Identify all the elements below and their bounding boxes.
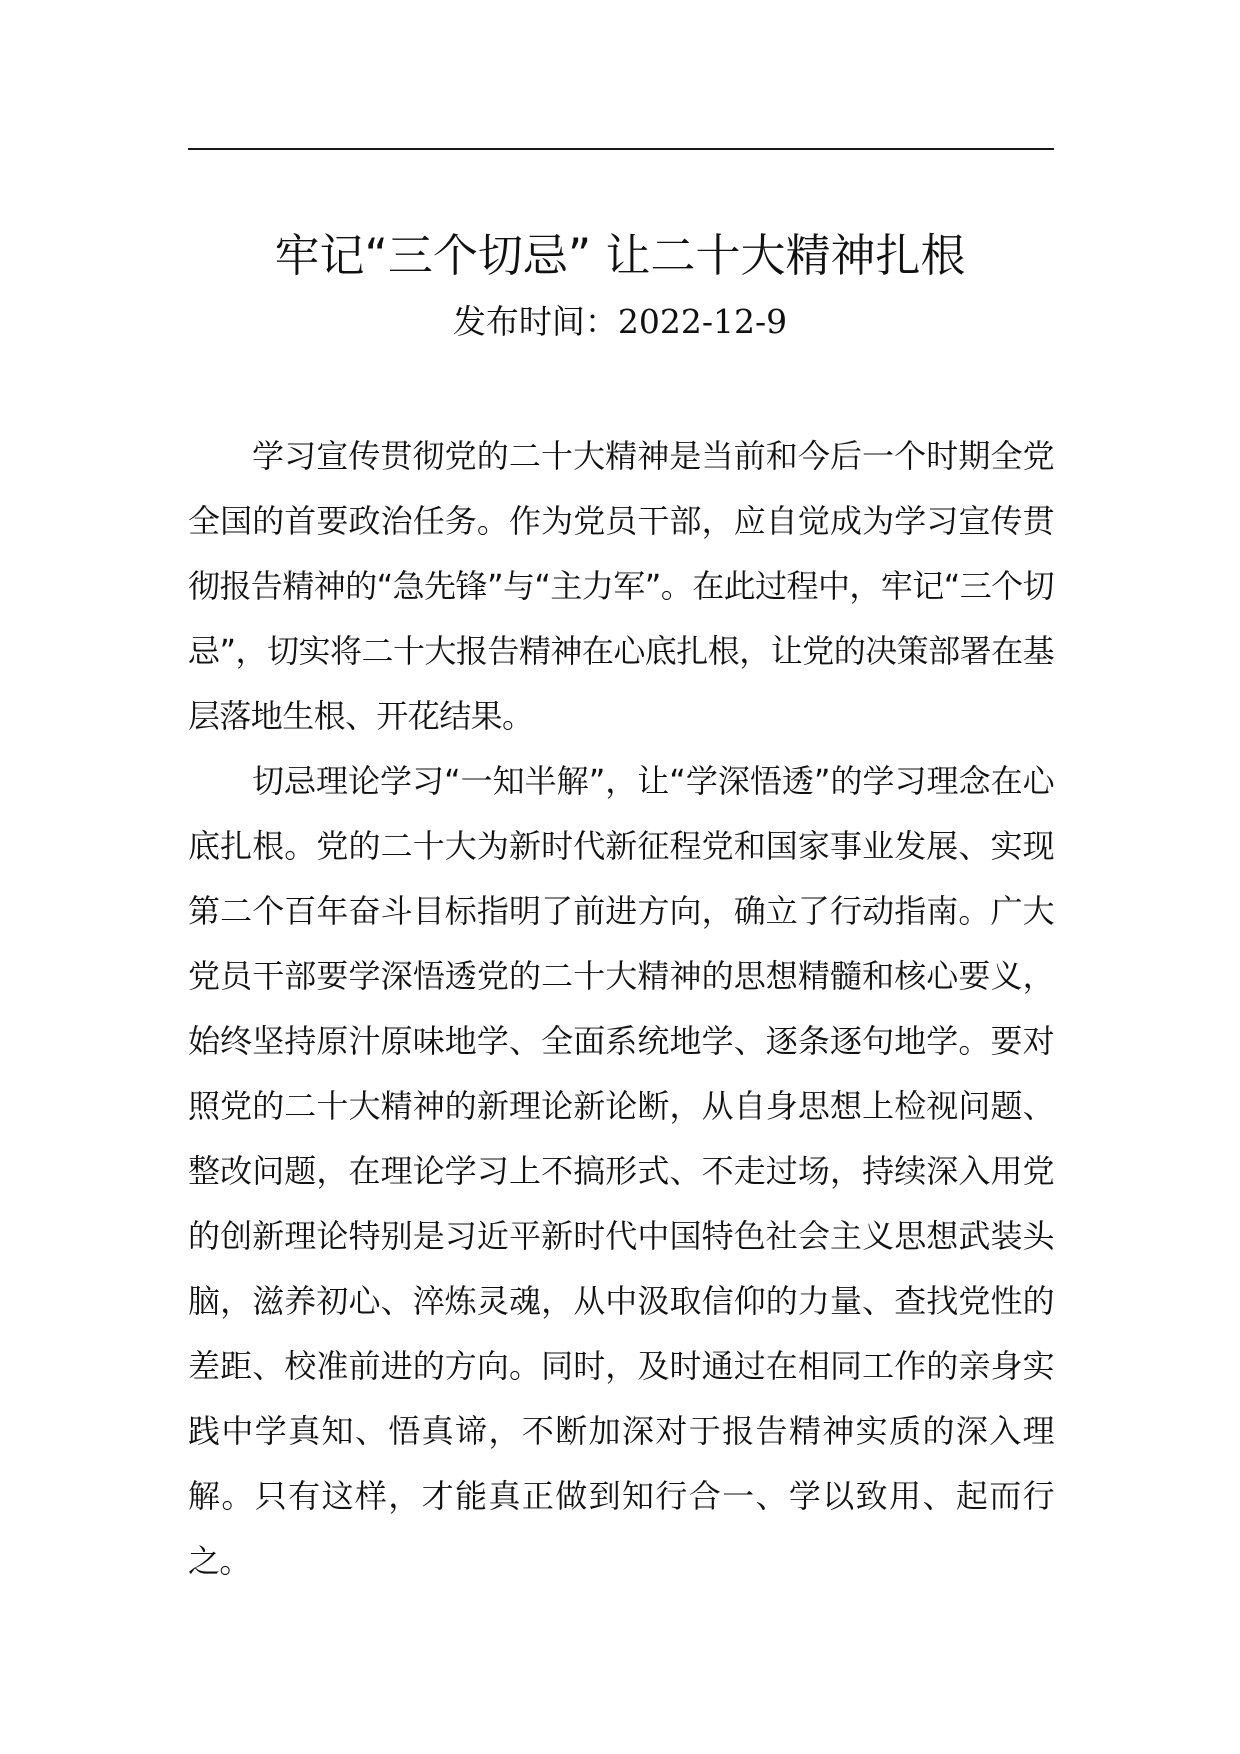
article-body: [188, 424, 1054, 1594]
article-title: 牢记“三个切忌” 让二十大精神扎根: [274, 229, 966, 282]
publish-info: [150, 300, 1090, 344]
header-rule: [188, 148, 1054, 150]
publish-label: 发布时间：: [452, 302, 618, 341]
paragraph: 切忌理论学习“一知半解”，让“学深悟透”的学习理念在心底扎根。党的二十大为新时代新征程党和国家事业发展、实现第二个百年奋斗目标指明了前进方向，确立了行动指南。广大党员干部要学深悟透党的二十大精神的思想精髓和核心要义，始终坚持原汁原味地学、全面系统地学、逐条逐句地学。要对照党的二十大精神的新理论新论断，从自身思想上检视问题、整改问题，在理论学习上不搞形式、不走过场，持续深入用党的创新理论特别是习近平新时代中国特色社会主义思想武装头脑，滋养初心、淬炼灵魂，从中汲取信仰的力量、查找党性的差距、校准前进的方向。同时，及时通过在相同工作的亲身实践中学真知、悟真谛，不断加深对于报告精神实质的深入理解。只有这样，才能真正做到知行合一、学以致用、起而行之。: [188, 762, 1054, 1580]
paragraph: 学习宣传贯彻党的二十大精神是当前和今后一个时期全党全国的首要政治任务。作为党员干部，应自觉成为学习宣传贯彻报告精神的“急先锋”与“主力军”。在此过程中，牢记“三个切忌”，切实将二十大报告精神在心底扎根，让党的决策部署在基层落地生根、开花结果。: [188, 437, 1054, 735]
publish-date: 2022-12-9: [617, 302, 788, 341]
